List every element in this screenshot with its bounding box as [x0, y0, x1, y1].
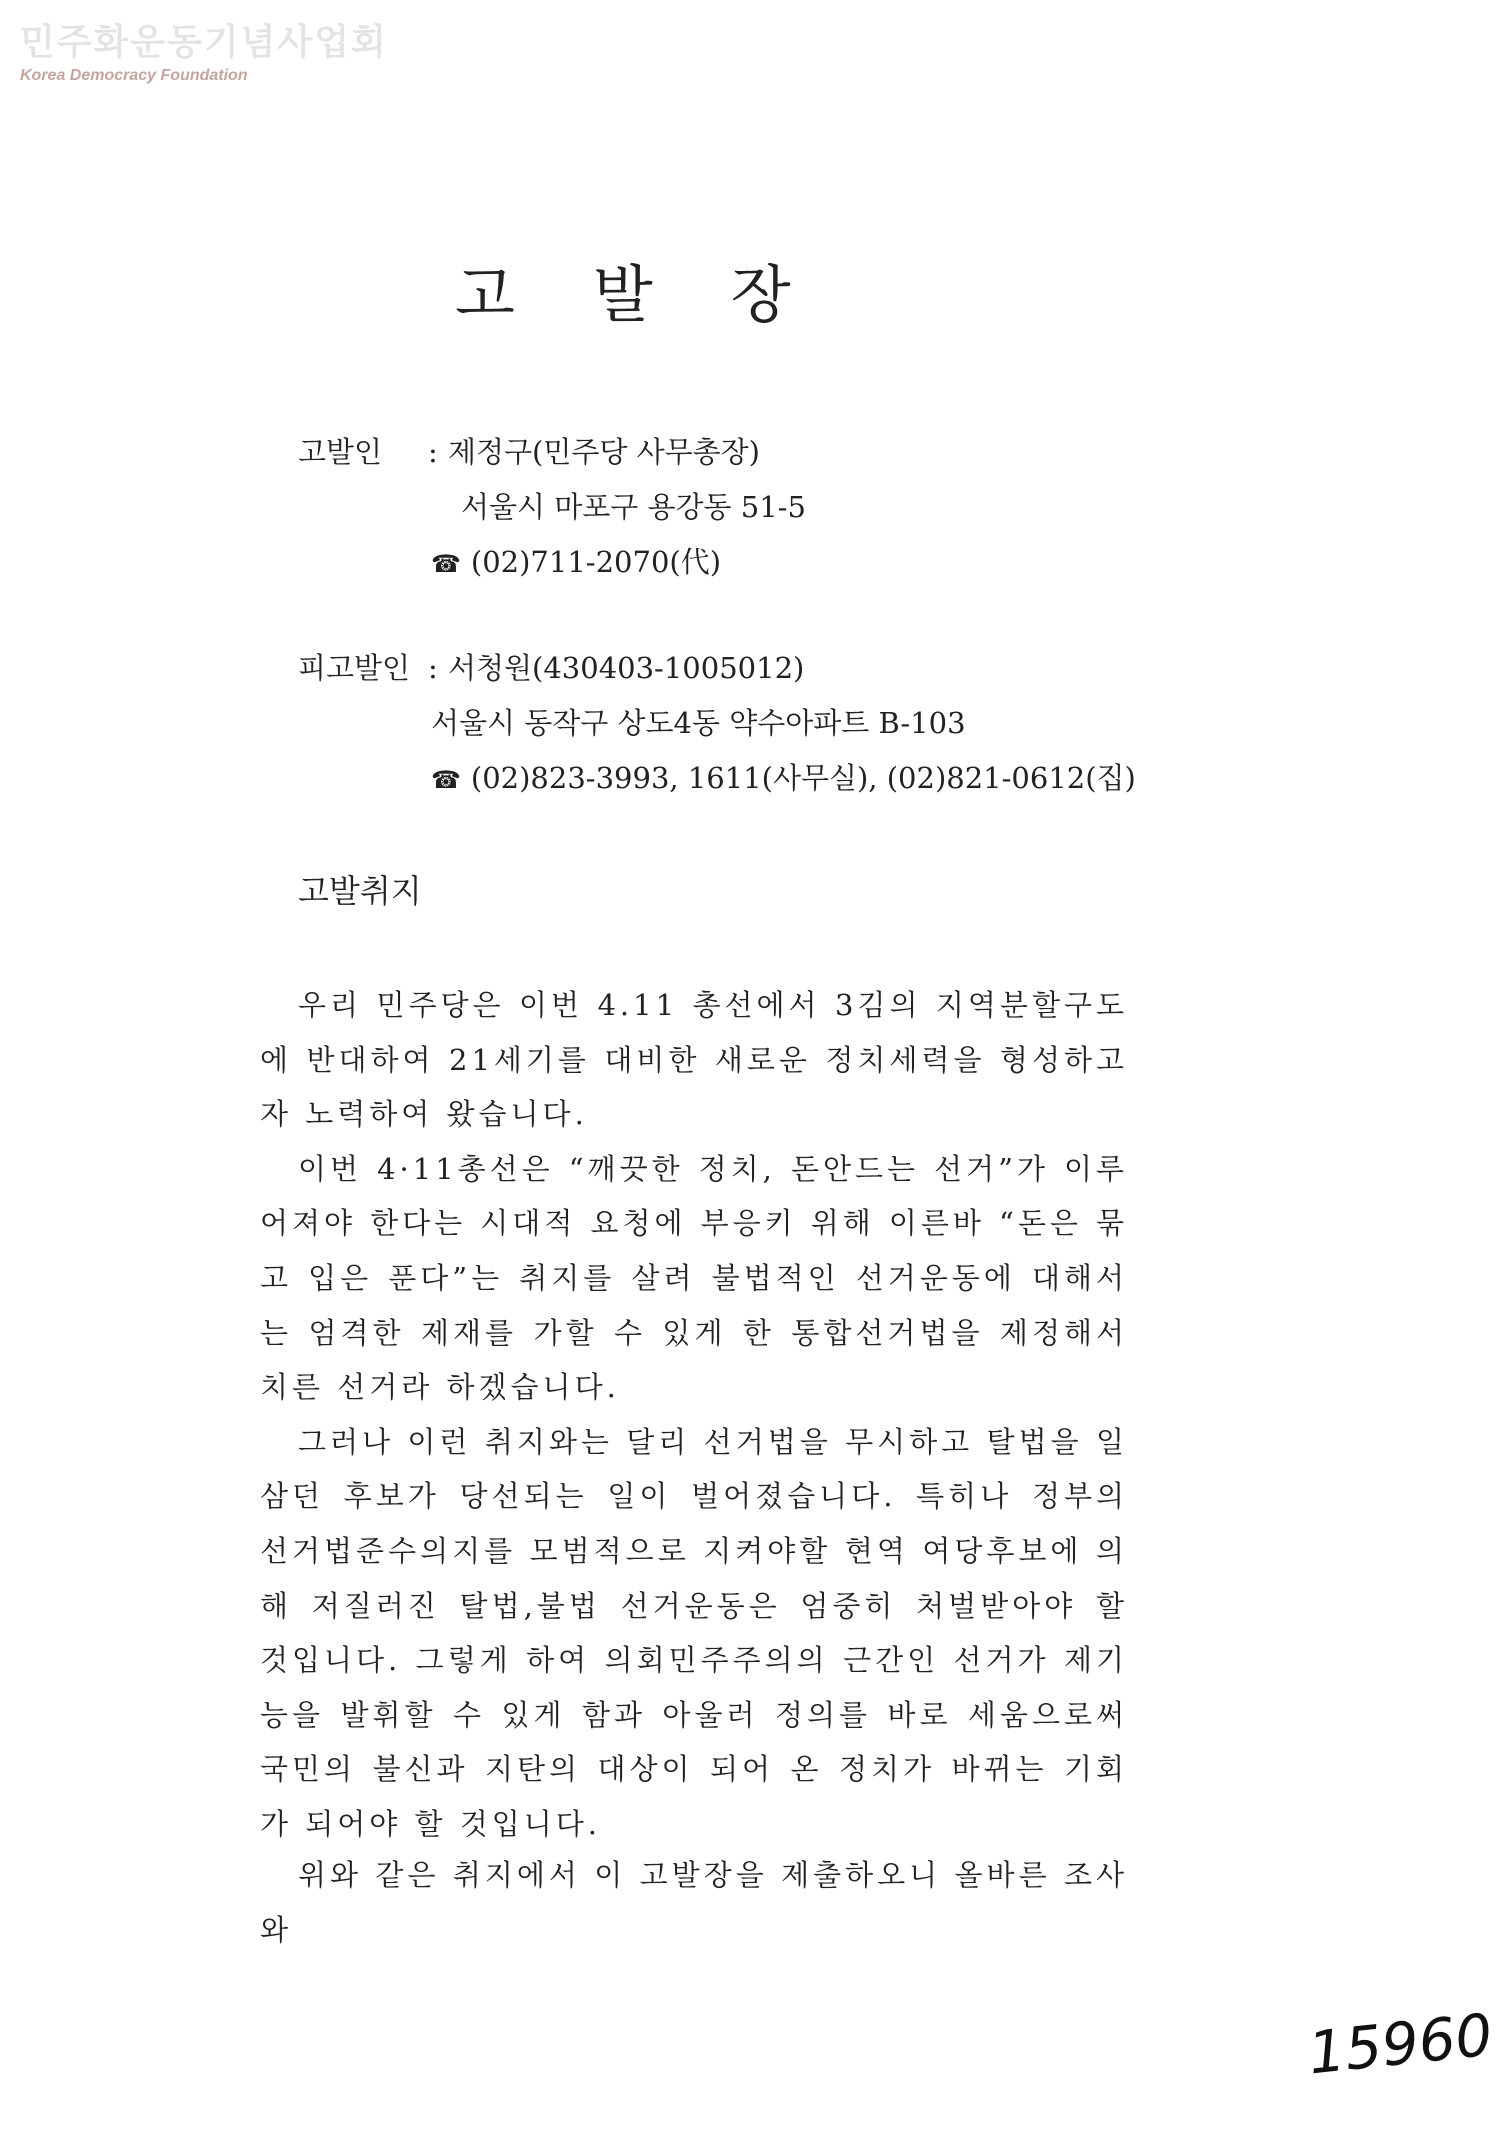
colon: : — [428, 651, 438, 685]
complainant-label: 고발인 — [298, 435, 383, 469]
watermark-logo — [20, 22, 388, 86]
body-paragraph: 이번 4·11총선은 “깨끗한 정치, 돈안드는 선거”가 이루어져야 한다는 시대적 요청에 부응키 위해 이른바 “돈은 묶고 입은 푼다”는 취지를 살려 불법적인 선거운동에 대해서는 엄격한 제재를 가할 수 있게 한 통합선거법을 제정해서 치른 선거라 하겠습니다. — [260, 1151, 1128, 1405]
closing-sentence: 위와 같은 취지에서 이 고발장을 제출하오니 올바른 조사와 — [260, 1858, 1128, 1947]
handwritten-page-number: 15960 — [1304, 2000, 1496, 2088]
accused-label: 피고발인 — [298, 651, 411, 685]
complainant-address: 서울시 마포구 용강동 51-5 — [461, 490, 806, 524]
complainant-name: 제정구(민주당 사무총장) — [448, 435, 760, 469]
phone-icon: ☎ — [431, 550, 461, 578]
body-paragraph: 그러나 이런 취지와는 달리 선거법을 무시하고 탈법을 일삼던 후보가 당선되는 일이 벌어졌습니다. 특히나 정부의 선거법준수의지를 모범적으로 지켜야할 현역 여당후보에 의해 저질러진 탈법,불법 선거운동은 엄중히 처벌받아야 할 것입니다. 그렇게 하여 의회민주주의의 근간인 선거가 제기능을 발휘할 수 있게 함과 아울러 정의를 바로 세움으로써 국민의 불신과 지탄의 대상이 되어 온 정치가 바뀌는 기회가 되어야 할 것입니다. — [260, 1424, 1128, 1841]
body-paragraph: 우리 민주당은 이번 4.11 총선에서 3김의 지역분할구도에 반대하여 21세기를 대비한 새로운 정치세력을 형성하고자 노력하여 왔습니다. — [260, 988, 1128, 1132]
colon: : — [428, 435, 438, 469]
accused-phone: (02)823-3993, 1611(사무실), (02)821-0612(집) — [470, 761, 1136, 795]
complainant-block — [298, 432, 806, 584]
body-text — [260, 978, 1128, 1852]
purpose-heading: 고발취지 — [298, 872, 422, 910]
complainant-phone: (02)711-2070(代) — [470, 545, 722, 579]
accused-name: 서청원(430403-1005012) — [448, 651, 805, 685]
watermark-subtitle: Korea Democracy Foundation — [20, 67, 248, 84]
accused-address: 서울시 동작구 상도4동 약수아파트 B-103 — [431, 706, 966, 740]
phone-icon: ☎ — [431, 766, 461, 794]
watermark-title: 민주화운동기념사업회 — [20, 22, 388, 63]
document-title: 고발장 — [455, 258, 869, 331]
accused-block — [298, 648, 1136, 800]
